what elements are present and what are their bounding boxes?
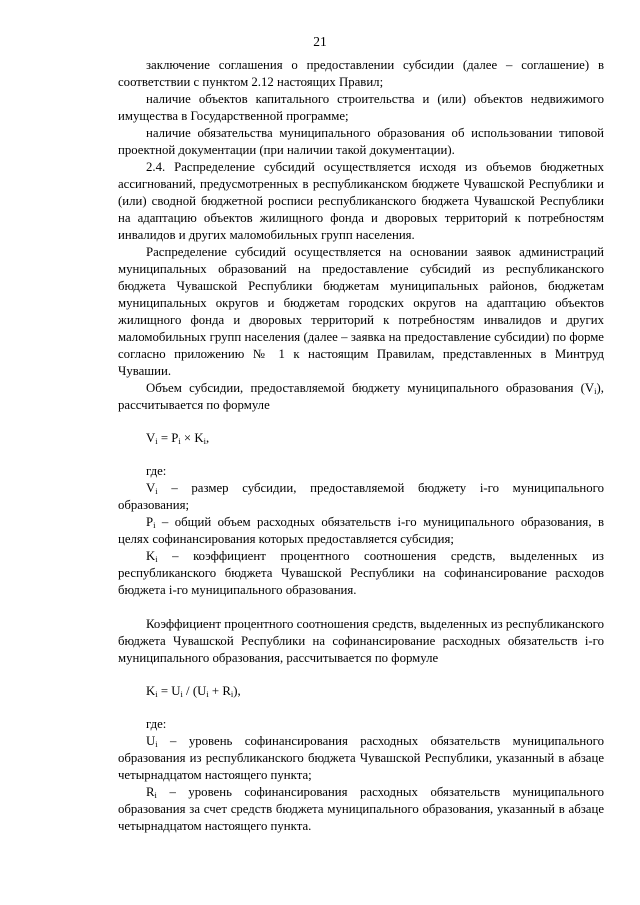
definition-p: $P_i$ – общий объем расходных обязательств i-го муниципального образования, в целях софинансирования которых предоставляется субсидия;: [118, 515, 604, 546]
formula-coefficient: $K_i = U_i / (U_i + R_i)$,: [146, 684, 241, 699]
definition-k: $K_i$ – коэффициент процентного соотношения средств, выделенных из республиканского бюджета Чувашской Республики на софинансирование расходов бюджета i-го муниципального образования.: [118, 549, 604, 597]
definition-v: $V_i$ – размер субсидии, предоставляемой бюджету i-го муниципального образования;: [118, 481, 604, 512]
formula-subsidy: $V_i = P_i \times K_i$,: [146, 431, 210, 446]
paragraph-capital-objects: наличие объектов капитального строительства и (или) объектов недвижимого имущества в Государственной программе;: [118, 92, 604, 123]
where-label-1: где:: [146, 464, 167, 478]
paragraph-2-4-distribution: 2.4. Распределение субсидий осуществляется исходя из объемов бюджетных ассигнований, предусмотренных в республиканском бюджете Чувашской Республики и (или) сводной бюджетной росписи республиканского бюджета Чувашской Республики на адаптацию объектов жилищного фонда и дворовых территорий к потребностям инвалидов и других маломобильных групп населения.: [118, 160, 604, 242]
page-number: 21: [313, 34, 327, 49]
paragraph-coefficient: Коэффициент процентного соотношения средств, выделенных из республиканского бюджета Чувашской Республики на софинансирование расходных обязательств i-го муниципального образования, рассчитывается по формуле: [118, 617, 604, 665]
paragraph-subsidy-volume: Объем субсидии, предоставляемой бюджету муниципального образования $(V_i)$, рассчитывается по формуле: [118, 381, 604, 412]
paragraph-typical-documentation: наличие обязательства муниципального образования об использовании типовой проектной документации (при наличии такой документации).: [118, 126, 604, 157]
spacer: [118, 599, 604, 616]
document-body: [118, 57, 604, 835]
where-label-2: где:: [146, 717, 167, 731]
definition-u: $U_i$ – уровень софинансирования расходных обязательств муниципального образования из республиканского бюджета Чувашской Республики, указанный в абзаце четырнадцатом настоящего пункта;: [118, 734, 604, 782]
paragraph-agreement: заключение соглашения о предоставлении субсидии (далее – соглашение) в соответствии с пунктом 2.12 настоящих Правил;: [118, 58, 604, 89]
definition-r: $R_i$ – уровень софинансирования расходных обязательств муниципального образования за счет средств бюджета муниципального образования, указанный в абзаце четырнадцатом настоящего пункта.: [118, 785, 604, 833]
paragraph-applications: Распределение субсидий осуществляется на основании заявок администраций муниципальных образований на предоставление субсидий из республиканского бюджета Чувашской Республики бюджетам муниципальных районов, бюджетам муниципальных округов и бюджетам городских округов на адаптацию объектов жилищного фонда и дворовых территорий к потребностям инвалидов и других маломобильных групп населения (далее – заявка на предоставление субсидии) по форме согласно приложению № 1 к настоящим Правилам, представленных в Минтруд Чувашии.: [118, 245, 604, 378]
